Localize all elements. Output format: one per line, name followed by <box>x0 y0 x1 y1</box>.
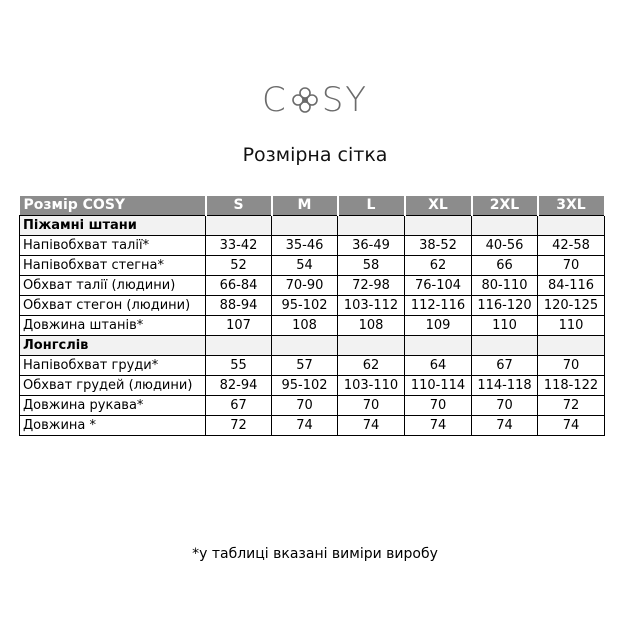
flower-icon <box>290 85 320 115</box>
table-cell: 70 <box>405 396 472 416</box>
section-empty-cell <box>338 336 405 356</box>
table-cell: 52 <box>206 256 272 276</box>
table-cell: 103-112 <box>338 296 405 316</box>
table-cell: 36-49 <box>338 236 405 256</box>
table-cell: 62 <box>338 356 405 376</box>
table-cell: 62 <box>405 256 472 276</box>
row-label: Довжина * <box>20 416 206 436</box>
table-cell: 74 <box>472 416 538 436</box>
section-title: Піжамні штани <box>20 216 206 236</box>
table-cell: 72 <box>538 396 605 416</box>
table-cell: 70 <box>472 396 538 416</box>
table-cell: 82-94 <box>206 376 272 396</box>
table-row <box>20 376 605 396</box>
table-cell: 120-125 <box>538 296 605 316</box>
table-cell: 110 <box>472 316 538 336</box>
header-size-label: Розмір COSY <box>20 196 206 216</box>
brand-logo <box>0 80 630 120</box>
header-size-2xl: 2XL <box>472 196 538 216</box>
table-row <box>20 276 605 296</box>
table-cell: 70 <box>538 356 605 376</box>
section-empty-cell <box>206 216 272 236</box>
table-cell: 58 <box>338 256 405 276</box>
table-cell: 38-52 <box>405 236 472 256</box>
table-cell: 74 <box>405 416 472 436</box>
logo-letters-sy: SY <box>321 80 369 120</box>
page-title: Розмірна сітка <box>242 144 388 166</box>
table-cell: 116-120 <box>472 296 538 316</box>
table-cell: 110 <box>538 316 605 336</box>
table-cell: 66-84 <box>206 276 272 296</box>
table-cell: 72-98 <box>338 276 405 296</box>
table-cell: 35-46 <box>272 236 338 256</box>
table-row <box>20 356 605 376</box>
table-cell: 109 <box>405 316 472 336</box>
table-header-row <box>20 196 605 216</box>
section-empty-cell <box>472 336 538 356</box>
logo-letter-c: C <box>261 80 288 120</box>
row-label: Напівобхват стегна* <box>20 256 206 276</box>
table-cell: 67 <box>206 396 272 416</box>
table-cell: 114-118 <box>472 376 538 396</box>
section-empty-cell <box>405 336 472 356</box>
section-empty-cell <box>338 216 405 236</box>
row-label: Обхват грудей (людини) <box>20 376 206 396</box>
table-cell: 67 <box>472 356 538 376</box>
section-empty-cell <box>405 216 472 236</box>
footnote: *у таблиці вказані виміри виробу <box>192 546 438 562</box>
header-size-xl: XL <box>405 196 472 216</box>
row-label: Довжина рукава* <box>20 396 206 416</box>
table-cell: 84-116 <box>538 276 605 296</box>
table-cell: 74 <box>272 416 338 436</box>
size-chart-table <box>19 196 606 436</box>
table-cell: 42-58 <box>538 236 605 256</box>
table-cell: 110-114 <box>405 376 472 396</box>
table-cell: 108 <box>338 316 405 336</box>
row-label: Напівобхват груди* <box>20 356 206 376</box>
header-size-3xl: 3XL <box>538 196 605 216</box>
table-cell: 40-56 <box>472 236 538 256</box>
table-row <box>20 316 605 336</box>
section-title: Лонгслів <box>20 336 206 356</box>
table-cell: 54 <box>272 256 338 276</box>
section-row <box>20 336 605 356</box>
table-cell: 74 <box>538 416 605 436</box>
table-cell: 107 <box>206 316 272 336</box>
section-empty-cell <box>538 216 605 236</box>
table-cell: 74 <box>338 416 405 436</box>
table-cell: 33-42 <box>206 236 272 256</box>
table-cell: 108 <box>272 316 338 336</box>
table-cell: 103-110 <box>338 376 405 396</box>
table-cell: 70-90 <box>272 276 338 296</box>
header-size-l: L <box>338 196 405 216</box>
table-cell: 72 <box>206 416 272 436</box>
table-row <box>20 396 605 416</box>
table-row <box>20 416 605 436</box>
section-empty-cell <box>538 336 605 356</box>
row-label: Напівобхват талії* <box>20 236 206 256</box>
table-cell: 80-110 <box>472 276 538 296</box>
table-cell: 64 <box>405 356 472 376</box>
row-label: Довжина штанів* <box>20 316 206 336</box>
table-cell: 70 <box>272 396 338 416</box>
section-empty-cell <box>206 336 272 356</box>
section-row <box>20 216 605 236</box>
table-cell: 70 <box>338 396 405 416</box>
section-empty-cell <box>472 216 538 236</box>
table-cell: 76-104 <box>405 276 472 296</box>
table-cell: 88-94 <box>206 296 272 316</box>
table-cell: 118-122 <box>538 376 605 396</box>
table-row <box>20 236 605 256</box>
row-label: Обхват талії (людини) <box>20 276 206 296</box>
section-empty-cell <box>272 216 338 236</box>
table-cell: 57 <box>272 356 338 376</box>
table-cell: 112-116 <box>405 296 472 316</box>
table-cell: 66 <box>472 256 538 276</box>
header-size-m: M <box>272 196 338 216</box>
table-row <box>20 256 605 276</box>
table-cell: 70 <box>538 256 605 276</box>
row-label: Обхват стегон (людини) <box>20 296 206 316</box>
table-cell: 95-102 <box>272 296 338 316</box>
section-empty-cell <box>272 336 338 356</box>
table-cell: 95-102 <box>272 376 338 396</box>
header-size-s: S <box>206 196 272 216</box>
table-row <box>20 296 605 316</box>
table-cell: 55 <box>206 356 272 376</box>
